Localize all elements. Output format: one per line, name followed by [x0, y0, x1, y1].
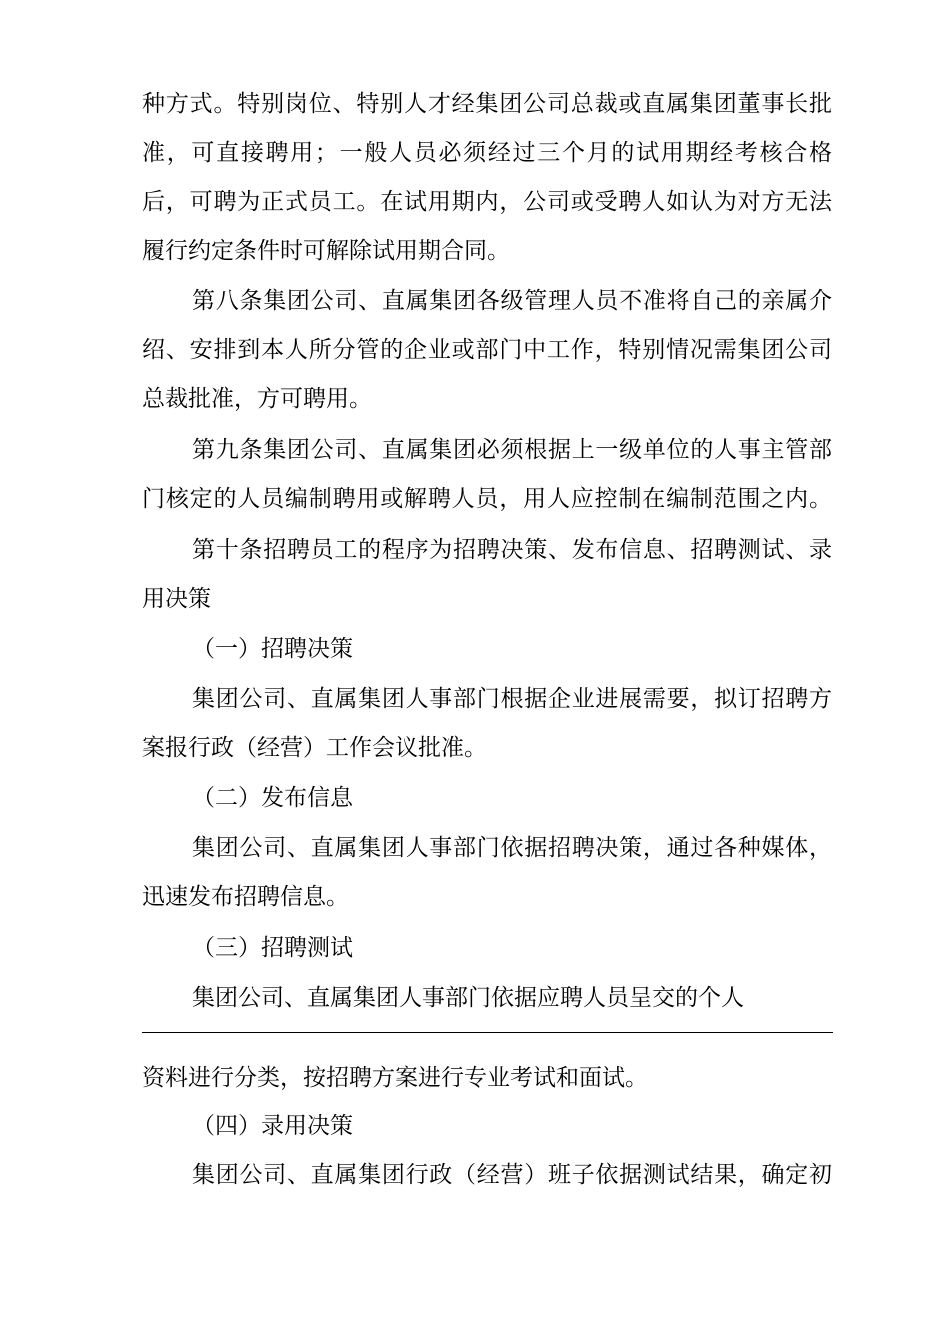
section-heading: （一）招聘决策 [192, 636, 353, 662]
text-line: 门核定的人员编制聘用或解聘人员，用人应控制在编制范围之内。 [142, 486, 832, 512]
text-line: 总裁批准，方可聘用。 [142, 386, 372, 412]
article-8-line: 第八条集团公司、直属集团各级管理人员不准将自己的亲属介 [192, 288, 832, 314]
text-line: 种方式。特别岗位、特别人才经集团公司总裁或直属集团董事长批 [142, 91, 832, 117]
text-line: 后，可聘为正式员工。在试用期内，公司或受聘人如认为对方无法 [142, 189, 832, 215]
text-line: 履行约定条件时可解除试用期合同。 [142, 238, 510, 264]
text-line: 迅速发布招聘信息。 [142, 884, 349, 910]
text-line: 绍、安排到本人所分管的企业或部门中工作，特别情况需集团公司 [142, 337, 832, 363]
text-line: 集团公司、直属集团人事部门依据招聘决策，通过各种媒体， [192, 835, 832, 861]
text-line: 案报行政（经营）工作会议批准。 [142, 735, 487, 761]
text-line: 用决策 [142, 586, 211, 612]
section-heading: （四）录用决策 [192, 1113, 353, 1139]
text-line: 集团公司、直属集团人事部门依据应聘人员呈交的个人 [192, 985, 744, 1011]
article-10-line: 第十条招聘员工的程序为招聘决策、发布信息、招聘测试、录 [192, 537, 832, 563]
text-line: 集团公司、直属集团人事部门根据企业进展需要，拟订招聘方 [192, 686, 832, 712]
text-line: 准，可直接聘用；一般人员必须经过三个月的试用期经考核合格 [142, 140, 832, 166]
text-line: 集团公司、直属集团行政（经营）班子依据测试结果，确定初 [192, 1162, 832, 1188]
page-divider [142, 1032, 833, 1033]
text-line: 资料进行分类，按招聘方案进行专业考试和面试。 [142, 1065, 648, 1091]
article-9-line: 第九条集团公司、直属集团必须根据上一级单位的人事主管部 [192, 437, 832, 463]
section-heading: （三）招聘测试 [192, 935, 353, 961]
section-heading: （二）发布信息 [192, 785, 353, 811]
